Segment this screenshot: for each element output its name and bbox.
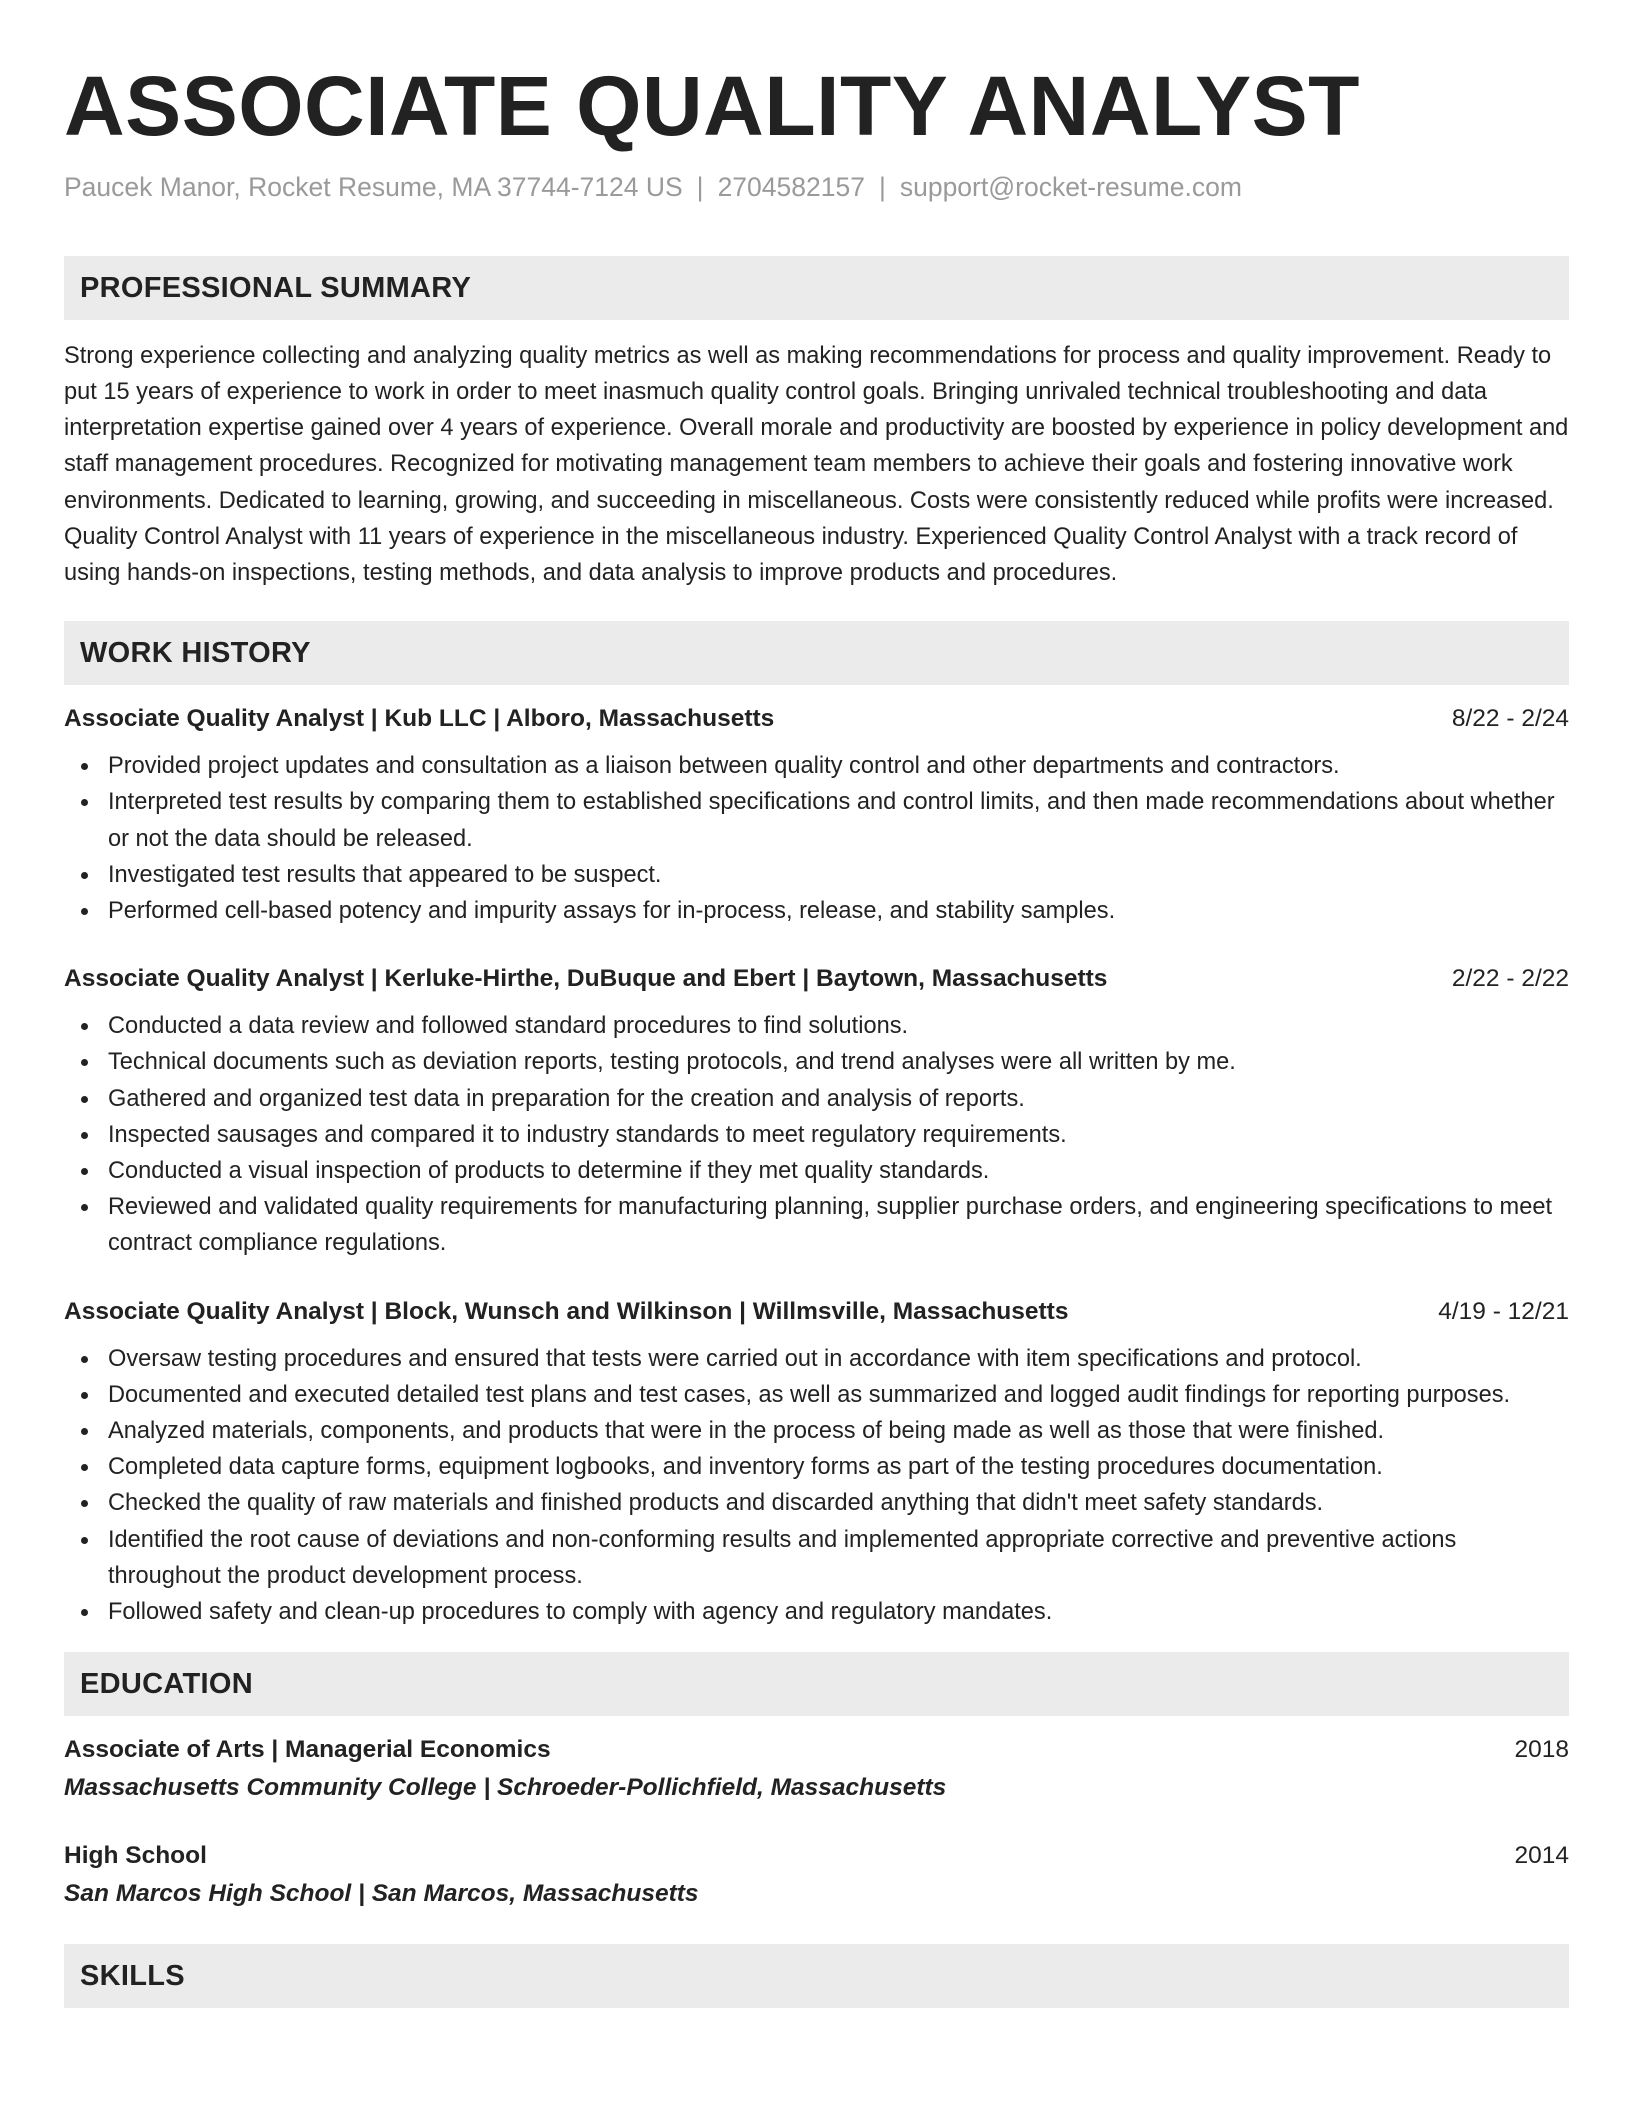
- job-bullet: [64, 1522, 1569, 1594]
- job-bullet: [64, 1377, 1569, 1413]
- job-bullet: [64, 1413, 1569, 1449]
- contact-line: [64, 172, 1569, 204]
- contact-phone: 2704582157: [717, 172, 865, 202]
- bullet-icon: [81, 908, 88, 915]
- job-bullet: [64, 1189, 1569, 1261]
- education-year: 2014: [1514, 1842, 1569, 1870]
- education-school: San Marcos High School | San Marcos, Massachusetts: [64, 1880, 699, 1908]
- bullet-icon: [81, 799, 88, 806]
- bullet-text: Followed safety and clean-up procedures to comply with agency and regulatory mandates.: [108, 1599, 1053, 1626]
- job-bullets: [64, 748, 1569, 929]
- bullet-text: Interpreted test results by comparing them to established specifications and control limits, and then made recommendations about whether or not the data should be released.: [108, 789, 1555, 852]
- section-header-skills: SKILLS: [64, 1944, 1569, 2008]
- bullet-icon: [81, 1096, 88, 1103]
- bullet-text: Reviewed and validated quality requirements for manufacturing planning, supplier purchase orders, and engineering specifications to meet contract compliance regulations.: [108, 1194, 1552, 1257]
- job-bullet: [64, 1081, 1569, 1117]
- section-header-summary: PROFESSIONAL SUMMARY: [64, 256, 1569, 320]
- job-bullet: [64, 1485, 1569, 1521]
- contact-separator: |: [878, 172, 886, 202]
- job-header: [64, 703, 1569, 735]
- bullet-icon: [81, 1059, 88, 1066]
- contact-email: support@rocket-resume.com: [899, 172, 1242, 202]
- bullet-icon: [81, 872, 88, 879]
- bullet-text: Analyzed materials, components, and products that were in the process of being made as well as those that were finished.: [108, 1418, 1385, 1445]
- bullet-text: Performed cell-based potency and impurity assays for in-process, release, and stability samples.: [108, 898, 1116, 925]
- summary-text: Strong experience collecting and analyzing quality metrics as well as making recommendations for process and quality improvement. Ready to put 15 years of experience to work in order to meet inasmuch quality control goals. Bringing unrivaled technical troubleshooting and data interpretation expertise gained over 4 years of experience. Overall morale and productivity are boosted by experience in policy development and staff management procedures. Recognized for motivating management team members to achieve their goals and fostering innovative work environments. Dedicated to learning, growing, and succeeding in miscellaneous. Costs were consistently reduced while profits were increased. Quality Control Analyst with 11 years of experience in the miscellaneous industry. Experienced Quality Control Analyst with a track record of using hands-on inspections, testing methods, and data analysis to improve products and procedures.: [64, 342, 1569, 587]
- job-bullet: [64, 784, 1569, 856]
- resume-title: ASSOCIATE QUALITY ANALYST: [64, 59, 1360, 153]
- bullet-text: Documented and executed detailed test plans and test cases, as well as summarized and logged audit findings for reporting purposes.: [108, 1381, 1511, 1408]
- job-bullet: [64, 748, 1569, 784]
- job-entry: [64, 963, 1569, 1261]
- job-bullet: [64, 1341, 1569, 1377]
- job-bullet: [64, 857, 1569, 893]
- job-dates: 2/22 - 2/22: [1451, 965, 1569, 993]
- job-header: [64, 1296, 1569, 1328]
- bullet-icon: [81, 1392, 88, 1399]
- job-bullet: [64, 1008, 1569, 1044]
- bullet-text: Checked the quality of raw materials and finished products and discarded anything that didn't meet safety standards.: [108, 1490, 1324, 1517]
- job-bullets: [64, 1008, 1569, 1261]
- education-header: [64, 1840, 1569, 1872]
- job-title: Associate Quality Analyst | Kub LLC | Alboro, Massachusetts: [64, 705, 775, 733]
- bullet-icon: [81, 1356, 88, 1363]
- bullet-text: Conducted a data review and followed standard procedures to find solutions.: [108, 1013, 909, 1040]
- education-entry: [64, 1840, 1569, 1910]
- bullet-icon: [81, 1132, 88, 1139]
- bullet-icon: [81, 1204, 88, 1211]
- job-bullet: [64, 1044, 1569, 1080]
- bullet-icon: [81, 1168, 88, 1175]
- bullet-text: Investigated test results that appeared to be suspect.: [108, 861, 662, 888]
- job-bullet: [64, 1449, 1569, 1485]
- job-entry: [64, 1296, 1569, 1631]
- bullet-icon: [81, 1464, 88, 1471]
- education-year: 2018: [1514, 1736, 1569, 1764]
- bullet-icon: [81, 1537, 88, 1544]
- education-degree: High School: [64, 1842, 207, 1870]
- bullet-text: Inspected sausages and compared it to industry standards to meet regulatory requirements.: [108, 1121, 1067, 1148]
- bullet-text: Provided project updates and consultation as a liaison between quality control and other departments and contractors.: [108, 753, 1340, 780]
- job-title: Associate Quality Analyst | Block, Wunsch and Wilkinson | Willmsville, Massachusetts: [64, 1297, 1069, 1325]
- job-title: Associate Quality Analyst | Kerluke-Hirthe, DuBuque and Ebert | Baytown, Massachusetts: [64, 965, 1108, 993]
- job-dates: 8/22 - 2/24: [1451, 705, 1569, 733]
- education-entry: [64, 1734, 1569, 1804]
- section-header-education: EDUCATION: [64, 1652, 1569, 1716]
- bullet-text: Completed data capture forms, equipment logbooks, and inventory forms as part of the testing procedures documentation.: [108, 1454, 1383, 1481]
- bullet-text: Technical documents such as deviation reports, testing protocols, and trend analyses were all written by me.: [108, 1049, 1236, 1076]
- contact-separator: |: [696, 172, 704, 202]
- bullet-icon: [81, 763, 88, 770]
- job-bullet: [64, 1117, 1569, 1153]
- bullet-icon: [81, 1609, 88, 1616]
- education-degree: Associate of Arts | Managerial Economics: [64, 1736, 551, 1764]
- job-dates: 4/19 - 12/21: [1438, 1297, 1569, 1325]
- job-entry: [64, 703, 1569, 929]
- education-header: [64, 1734, 1569, 1766]
- job-bullet: [64, 1153, 1569, 1189]
- bullet-text: Identified the root cause of deviations and non-conforming results and implemented appropriate corrective and preventive actions throughout the product development process.: [108, 1526, 1457, 1589]
- job-header: [64, 963, 1569, 995]
- education-school: Massachusetts Community College | Schroeder-Pollichfield, Massachusetts: [64, 1774, 947, 1802]
- bullet-icon: [81, 1500, 88, 1507]
- job-bullet: [64, 893, 1569, 929]
- bullet-text: Gathered and organized test data in preparation for the creation and analysis of reports.: [108, 1085, 1025, 1112]
- job-bullet: [64, 1594, 1569, 1630]
- bullet-text: Oversaw testing procedures and ensured that tests were carried out in accordance with item specifications and protocol.: [108, 1345, 1362, 1372]
- bullet-icon: [81, 1023, 88, 1030]
- bullet-icon: [81, 1428, 88, 1435]
- bullet-text: Conducted a visual inspection of products to determine if they met quality standards.: [108, 1158, 990, 1185]
- contact-address: Paucek Manor, Rocket Resume, MA 37744-7124 US: [64, 172, 683, 202]
- job-bullets: [64, 1341, 1569, 1631]
- section-header-work-history: WORK HISTORY: [64, 621, 1569, 685]
